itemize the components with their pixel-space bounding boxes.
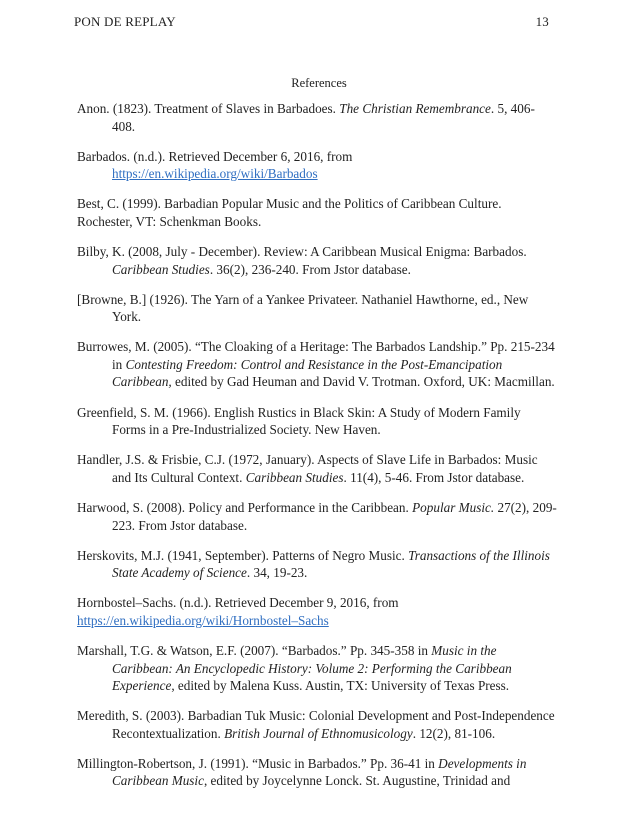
reference-text: . 34, 19-23. — [246, 565, 308, 581]
reference-text: Hornbostel–Sachs. (n.d.). Retrieved December 9, 2016, from — [77, 595, 399, 611]
reference-text: . 11(4), 5-46. From Jstor database. — [343, 469, 525, 485]
reference-text: [Browne, B.] (1926). The Yarn of a Yankee Privateer. Nathaniel Hawthorne, ed., New York. — [77, 291, 529, 325]
reference-link[interactable]: https://en.wikipedia.org/wiki/Hornbostel–Sachs — [77, 612, 329, 628]
page-number: 13 — [535, 14, 549, 29]
reference-hornbostel — [77, 594, 557, 629]
reference-source-title: Developments in Caribbean Music — [112, 755, 527, 789]
references-heading: References — [291, 76, 347, 90]
reference-source-title: The Christian Remembrance — [339, 101, 491, 116]
reference-text: Marshall, T.G. & Watson, E.F. (2007). “Barbados.” Pp. 345-358 in — [77, 643, 432, 659]
reference-text: . 5, 406-408. — [112, 101, 535, 134]
reference-herskovits — [77, 547, 557, 582]
reference-handler — [77, 451, 557, 486]
running-head-title: PON DE REPLAY — [74, 14, 176, 29]
reference-text: 27(2), 209-223. From Jstor database. — [112, 500, 557, 533]
reference-text: , edited by Joycelynne Lonck. St. Augustine, Trinidad and — [203, 773, 511, 789]
reference-text: Barbados. (n.d.). Retrieved December 6, 2016, from — [77, 148, 353, 164]
reference-barbados — [77, 148, 557, 183]
reference-text: edited by Gad Heuman and David V. Trotman. Oxford, UK: Macmillan. — [171, 374, 555, 390]
reference-source-title: British Journal of Ethnomusicology — [224, 725, 413, 741]
reference-marshall — [77, 642, 557, 695]
reference-source-title: Popular Music. — [412, 500, 495, 515]
reference-harwood — [77, 499, 557, 534]
reference-greenfield — [77, 404, 557, 439]
reference-text: Greenfield, S. M. (1966). English Rustics in Black Skin: A Study of Modern Family Forms in a Pre-Industrialized Society. New Haven. — [77, 404, 521, 438]
reference-text: , edited by Malena Kuss. Austin, TX: University of Texas Press. — [171, 678, 510, 694]
reference-text: Bilby, K. (2008, July - December). Review: A Caribbean Musical Enigma: Barbados. — [77, 244, 527, 260]
reference-text: Handler, J.S. & Frisbie, C.J. (1972, January). Aspects of Slave Life in Barbados: Music and Its Cultural Context. — [77, 452, 538, 485]
reference-source-title: Caribbean Studies — [245, 469, 344, 485]
reference-burrowes — [77, 338, 557, 391]
reference-anon — [77, 100, 557, 135]
reference-text: Meredith, S. (2003). Barbadian Tuk Music: Colonial Development and Post-Independence Recontextualization. — [77, 708, 555, 741]
reference-text: Millington-Robertson, J. (1991). “Music in Barbados.” Pp. 36-41 in — [77, 755, 439, 771]
reference-list — [77, 100, 557, 803]
reference-browne — [77, 291, 557, 326]
reference-bilby — [77, 243, 557, 278]
reference-text: . 36(2), 236-240. From Jstor database. — [209, 261, 411, 277]
reference-text: Burrowes, M. (2005). “The Cloaking of a Heritage: The Barbados Landship.” Pp. 215-234 in — [77, 339, 555, 372]
reference-text: Harwood, S. (2008). Policy and Performance in the Caribbean. — [77, 500, 413, 515]
reference-source-title: Contesting Freedom: Control and Resistance in the Post-Emancipation Caribbean, — [112, 356, 503, 390]
reference-text: Best, C. (1999). Barbadian Popular Music and the Politics of Caribbean Culture. Rochester, VT: Schenkman Books. — [77, 196, 502, 229]
reference-source-title: Transactions of the Illinois State Academy of Science — [112, 547, 550, 581]
reference-best — [77, 195, 557, 230]
reference-source-title: Caribbean Studies — [112, 261, 210, 277]
reference-source-title: Music in the Caribbean: An Encyclopedic History: Volume 2: Performing the Caribbean Experience — [112, 643, 512, 694]
reference-millington — [77, 755, 557, 790]
reference-text: Anon. (1823). Treatment of Slaves in Barbadoes. — [77, 101, 340, 116]
reference-text: . 12(2), 81-106. — [412, 725, 496, 741]
reference-text: Herskovits, M.J. (1941, September). Patterns of Negro Music. — [77, 547, 409, 563]
reference-link[interactable]: https://en.wikipedia.org/wiki/Barbados — [112, 166, 318, 182]
reference-meredith — [77, 707, 557, 742]
